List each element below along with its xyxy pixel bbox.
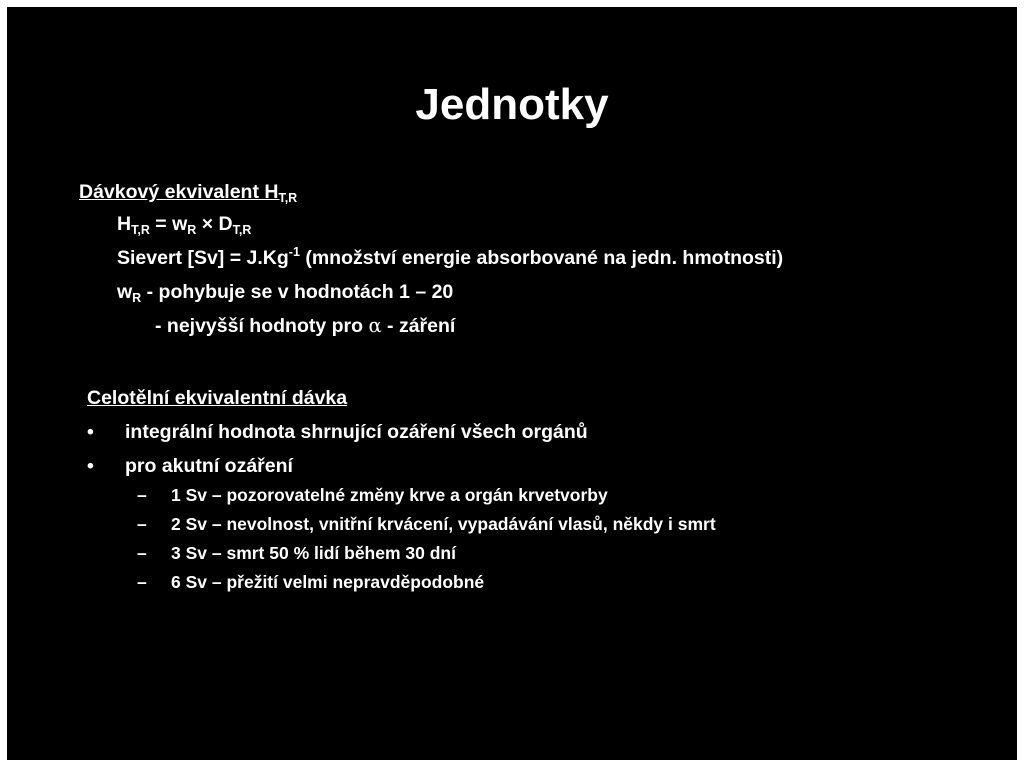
sub-item-text: 2 Sv – nevolnost, vnitřní krvácení, vypadávání vlasů, někdy i smrt [171, 514, 716, 534]
dash-marker: – [137, 572, 147, 592]
formula-h-subscript: T,R [131, 223, 150, 237]
formula-times-d: × D [196, 213, 233, 235]
weighting-factor-line [117, 280, 453, 304]
sievert-post: (množství energie absorbované na jedn. hmotnosti) [299, 247, 784, 269]
highest-values-line [155, 314, 455, 338]
bullet-marker: • [87, 455, 94, 477]
sievert-definition [117, 246, 783, 270]
formula-d-subscript: T,R [232, 223, 252, 237]
dose-formula [117, 212, 251, 236]
bullet-marker: • [87, 421, 94, 443]
sub-item-text: 6 Sv – přežití velmi nepravděpodobné [171, 572, 485, 592]
section2-heading: Celotělní ekvivalentní dávka [87, 387, 348, 409]
sub-item-text: 3 Sv – smrt 50 % lidí během 30 dní [171, 543, 456, 563]
slide-title: Jednotky [415, 80, 609, 129]
dash-marker: – [137, 485, 147, 505]
sub-item-text: 1 Sv – pozorovatelné změny krve a orgán krvetvorby [171, 485, 608, 505]
bullet-text: integrální hodnota shrnující ozáření všech orgánů [125, 421, 588, 443]
highest-post: - záření [381, 315, 456, 337]
alpha-symbol: α [368, 314, 382, 337]
wr-subscript: R [132, 291, 142, 305]
wr-text: - pohybuje se v hodnotách 1 – 20 [141, 281, 454, 303]
dash-marker: – [137, 543, 147, 563]
section1-heading-subscript: T,R [278, 191, 298, 205]
dash-marker: – [137, 514, 147, 534]
formula-equals-w: = w [149, 213, 188, 235]
slide [7, 7, 1017, 760]
sievert-pre: Sievert [Sv] = J.Kg [117, 247, 289, 269]
section1-heading [79, 180, 297, 204]
highest-pre: - nejvyšší hodnoty pro [155, 315, 369, 337]
sievert-superscript: -1 [288, 245, 300, 259]
wr-w: w [117, 281, 133, 303]
formula-h: H [117, 213, 132, 235]
formula-w-subscript: R [187, 223, 197, 237]
bullet-text: pro akutní ozáření [125, 455, 293, 477]
section1-heading-text: Dávkový ekvivalent H [79, 181, 279, 203]
